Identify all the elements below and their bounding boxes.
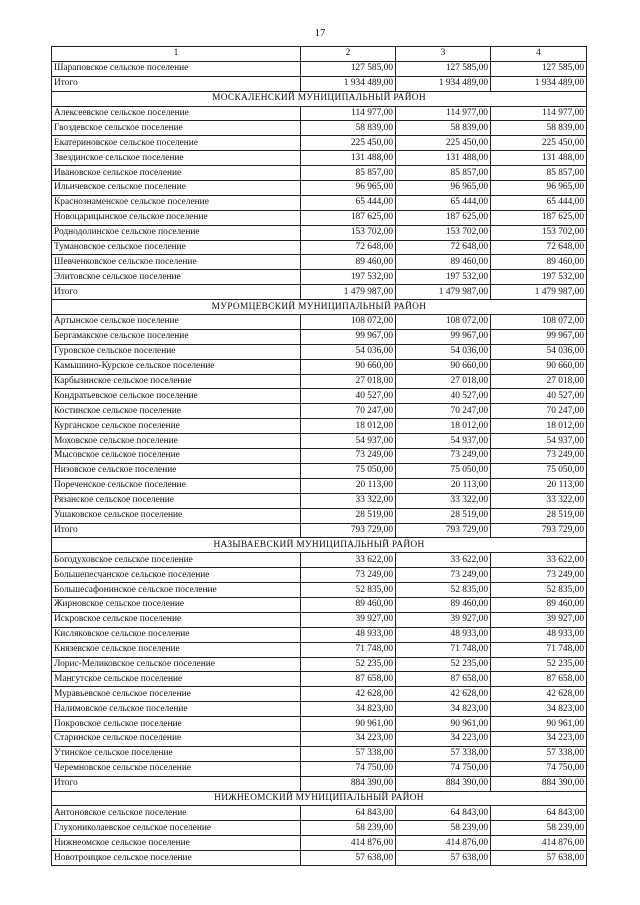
settlement-name: Большесафонинское сельское поселение (52, 583, 301, 598)
amount-cell: 85 857,00 (396, 166, 491, 181)
header-cell: 2 (301, 47, 396, 62)
amount-cell: 48 933,00 (301, 627, 396, 642)
amount-cell: 52 235,00 (396, 657, 491, 672)
settlement-name: Моховское сельское поселение (52, 434, 301, 449)
amount-cell: 52 835,00 (301, 583, 396, 598)
settlement-name: Пореченское сельское поселение (52, 478, 301, 493)
amount-cell: 40 527,00 (491, 389, 587, 404)
settlement-name: Бергамакское сельское поселение (52, 329, 301, 344)
amount-cell: 18 012,00 (396, 419, 491, 434)
amount-cell: 1 479 987,00 (301, 285, 396, 300)
settlement-name: Курганское сельское поселение (52, 419, 301, 434)
amount-cell: 153 702,00 (491, 225, 587, 240)
settlement-name: Кондратьевское сельское поселение (52, 389, 301, 404)
table-row (52, 672, 587, 687)
amount-cell: 414 876,00 (301, 836, 396, 851)
amount-cell: 33 322,00 (396, 493, 491, 508)
amount-cell: 72 648,00 (301, 240, 396, 255)
amount-cell: 65 444,00 (396, 195, 491, 210)
amount-cell: 225 450,00 (396, 136, 491, 151)
amount-cell: 793 729,00 (396, 523, 491, 538)
table-row (52, 717, 587, 732)
settlement-name: Екатериновское сельское поселение (52, 136, 301, 151)
amount-cell: 884 390,00 (301, 776, 396, 791)
table-row (52, 478, 587, 493)
settlement-name: Низовское сельское поселение (52, 463, 301, 478)
amount-cell: 74 750,00 (301, 761, 396, 776)
amount-cell: 52 235,00 (301, 657, 396, 672)
table-row (52, 508, 587, 523)
amount-cell: 1 479 987,00 (491, 285, 587, 300)
settlement-name: Гвоздевское сельское поселение (52, 121, 301, 136)
amount-cell: 89 460,00 (301, 597, 396, 612)
amount-cell: 414 876,00 (396, 836, 491, 851)
table-row (52, 627, 587, 642)
settlement-name: Гуровское сельское поселение (52, 344, 301, 359)
amount-cell: 1 934 489,00 (301, 76, 396, 91)
amount-cell: 34 823,00 (301, 702, 396, 717)
amount-cell: 57 638,00 (396, 851, 491, 866)
amount-cell: 54 036,00 (491, 344, 587, 359)
amount-cell: 52 835,00 (396, 583, 491, 598)
total-row (52, 285, 587, 300)
amount-cell: 71 748,00 (301, 642, 396, 657)
amount-cell: 127 585,00 (396, 61, 491, 76)
amount-cell: 89 460,00 (396, 597, 491, 612)
table-row (52, 702, 587, 717)
amount-cell: 27 018,00 (396, 374, 491, 389)
header-cell: 3 (396, 47, 491, 62)
table-row (52, 761, 587, 776)
amount-cell: 64 843,00 (301, 806, 396, 821)
settlement-name: Алексеевское сельское поселение (52, 106, 301, 121)
amount-cell: 884 390,00 (396, 776, 491, 791)
amount-cell: 74 750,00 (491, 761, 587, 776)
amount-cell: 414 876,00 (491, 836, 587, 851)
amount-cell: 42 628,00 (301, 687, 396, 702)
settlement-name: Звездинское сельское поселение (52, 151, 301, 166)
settlement-name: Мысовское сельское поселение (52, 449, 301, 464)
amount-cell: 40 527,00 (396, 389, 491, 404)
amount-cell: 90 961,00 (491, 717, 587, 732)
settlement-name: Богодуховское сельское поселение (52, 553, 301, 568)
amount-cell: 89 460,00 (491, 255, 587, 270)
amount-cell: 73 249,00 (301, 568, 396, 583)
settlement-name: Роднодолинское сельское поселение (52, 225, 301, 240)
amount-cell: 89 460,00 (396, 255, 491, 270)
amount-cell: 73 249,00 (396, 568, 491, 583)
table-row (52, 195, 587, 210)
table-row (52, 210, 587, 225)
amount-cell: 131 488,00 (396, 151, 491, 166)
table-row (52, 463, 587, 478)
amount-cell: 187 625,00 (301, 210, 396, 225)
amount-cell: 99 967,00 (301, 329, 396, 344)
settlement-name: Нижнеомское сельское поселение (52, 836, 301, 851)
amount-cell: 39 927,00 (491, 612, 587, 627)
amount-cell: 20 113,00 (396, 478, 491, 493)
amount-cell: 57 338,00 (491, 746, 587, 761)
amount-cell: 99 967,00 (396, 329, 491, 344)
amount-cell: 225 450,00 (301, 136, 396, 151)
amount-cell: 89 460,00 (491, 597, 587, 612)
settlement-name: Камышино-Курское сельское поселение (52, 359, 301, 374)
amount-cell: 18 012,00 (301, 419, 396, 434)
settlement-name: Большепесчанское сельское поселение (52, 568, 301, 583)
amount-cell: 42 628,00 (491, 687, 587, 702)
amount-cell: 54 036,00 (396, 344, 491, 359)
table-row (52, 225, 587, 240)
amount-cell: 74 750,00 (396, 761, 491, 776)
amount-cell: 90 660,00 (301, 359, 396, 374)
amount-cell: 58 239,00 (396, 821, 491, 836)
amount-cell: 33 622,00 (396, 553, 491, 568)
amount-cell: 87 658,00 (301, 672, 396, 687)
page-number: 17 (314, 27, 326, 39)
table-row (52, 359, 587, 374)
table-row (52, 597, 587, 612)
settlement-name: Ушаковское сельское поселение (52, 508, 301, 523)
amount-cell: 75 050,00 (491, 463, 587, 478)
total-row (52, 76, 587, 91)
amount-cell: 39 927,00 (301, 612, 396, 627)
amount-cell: 34 823,00 (491, 702, 587, 717)
settlement-name: Князевское сельское поселение (52, 642, 301, 657)
table-row (52, 806, 587, 821)
amount-cell: 28 519,00 (301, 508, 396, 523)
header-cell: 1 (52, 47, 301, 62)
amount-cell: 34 223,00 (491, 731, 587, 746)
table-row (52, 315, 587, 330)
amount-cell: 108 072,00 (301, 315, 396, 330)
settlement-name: Новотроицкое сельское поселение (52, 851, 301, 866)
amount-cell: 793 729,00 (491, 523, 587, 538)
amount-cell: 64 843,00 (491, 806, 587, 821)
table-row (52, 121, 587, 136)
settlement-name: Кисляковское сельское поселение (52, 627, 301, 642)
amount-cell: 65 444,00 (491, 195, 587, 210)
table-row (52, 687, 587, 702)
table-row (52, 255, 587, 270)
amount-cell: 33 622,00 (491, 553, 587, 568)
amount-cell: 58 839,00 (491, 121, 587, 136)
table-row (52, 329, 587, 344)
settlement-name: Искровское сельское поселение (52, 612, 301, 627)
amount-cell: 793 729,00 (301, 523, 396, 538)
amount-cell: 114 977,00 (301, 106, 396, 121)
settlement-name: Мангутское сельское поселение (52, 672, 301, 687)
header-row (52, 47, 587, 62)
total-row (52, 776, 587, 791)
amount-cell: 70 247,00 (491, 404, 587, 419)
table-row (52, 821, 587, 836)
amount-cell: 99 967,00 (491, 329, 587, 344)
table-row (52, 449, 587, 464)
amount-cell: 75 050,00 (396, 463, 491, 478)
table-row (52, 568, 587, 583)
amount-cell: 58 839,00 (301, 121, 396, 136)
amount-cell: 57 338,00 (301, 746, 396, 761)
settlement-name: Рязанское сельское поселение (52, 493, 301, 508)
amount-cell: 42 628,00 (396, 687, 491, 702)
amount-cell: 58 839,00 (396, 121, 491, 136)
settlement-name: Краснознаменское сельское поселение (52, 195, 301, 210)
section-title: НИЖНЕОМСКИЙ МУНИЦИПАЛЬНЫЙ РАЙОН (52, 791, 587, 806)
amount-cell: 187 625,00 (491, 210, 587, 225)
settlement-name: Итого (52, 523, 301, 538)
amount-cell: 87 658,00 (396, 672, 491, 687)
amount-cell: 34 223,00 (396, 731, 491, 746)
amount-cell: 48 933,00 (396, 627, 491, 642)
section-header-row (52, 300, 587, 315)
table-row (52, 344, 587, 359)
settlement-name: Антоновское сельское поселение (52, 806, 301, 821)
total-row (52, 523, 587, 538)
amount-cell: 127 585,00 (301, 61, 396, 76)
table-row (52, 612, 587, 627)
table-row (52, 583, 587, 598)
settlement-name: Покровское сельское поселение (52, 717, 301, 732)
table-row (52, 657, 587, 672)
settlement-name: Артынское сельское поселение (52, 315, 301, 330)
amount-cell: 197 532,00 (491, 270, 587, 285)
amount-cell: 72 648,00 (396, 240, 491, 255)
amount-cell: 34 223,00 (301, 731, 396, 746)
amount-cell: 27 018,00 (301, 374, 396, 389)
settlement-name: Итого (52, 285, 301, 300)
settlement-name: Муравьевское сельское поселение (52, 687, 301, 702)
amount-cell: 57 338,00 (396, 746, 491, 761)
settlement-name: Глухониколаевское сельское поселение (52, 821, 301, 836)
settlement-name: Новоцарицынское сельское поселение (52, 210, 301, 225)
amount-cell: 85 857,00 (491, 166, 587, 181)
amount-cell: 73 249,00 (396, 449, 491, 464)
amount-cell: 33 322,00 (491, 493, 587, 508)
table-row (52, 240, 587, 255)
settlement-name: Тумановское сельское поселение (52, 240, 301, 255)
amount-cell: 40 527,00 (301, 389, 396, 404)
settlement-name: Жирновское сельское поселение (52, 597, 301, 612)
amount-cell: 131 488,00 (301, 151, 396, 166)
table-row (52, 642, 587, 657)
amount-cell: 54 036,00 (301, 344, 396, 359)
amount-cell: 54 937,00 (301, 434, 396, 449)
section-title: МУРОМЦЕВСКИЙ МУНИЦИПАЛЬНЫЙ РАЙОН (52, 300, 587, 315)
table-row (52, 136, 587, 151)
amount-cell: 114 977,00 (491, 106, 587, 121)
amount-cell: 48 933,00 (491, 627, 587, 642)
amount-cell: 197 532,00 (396, 270, 491, 285)
table-row (52, 106, 587, 121)
table-row (52, 181, 587, 196)
amount-cell: 70 247,00 (301, 404, 396, 419)
amount-cell: 90 961,00 (396, 717, 491, 732)
section-title: МОСКАЛЕНСКИЙ МУНИЦИПАЛЬНЫЙ РАЙОН (52, 91, 587, 106)
amount-cell: 20 113,00 (301, 478, 396, 493)
table-row (52, 851, 587, 866)
data-table (51, 46, 587, 866)
settlement-name: Шевченковское сельское поселение (52, 255, 301, 270)
table-row (52, 404, 587, 419)
table-row (52, 270, 587, 285)
amount-cell: 33 322,00 (301, 493, 396, 508)
amount-cell: 58 239,00 (301, 821, 396, 836)
table-row (52, 434, 587, 449)
amount-cell: 114 977,00 (396, 106, 491, 121)
amount-cell: 73 249,00 (301, 449, 396, 464)
section-header-row (52, 91, 587, 106)
settlement-name: Шараповское сельское поселение (52, 61, 301, 76)
settlement-name: Лорис-Меликовское сельское поселение (52, 657, 301, 672)
amount-cell: 90 660,00 (396, 359, 491, 374)
amount-cell: 85 857,00 (301, 166, 396, 181)
amount-cell: 28 519,00 (491, 508, 587, 523)
settlement-name: Итого (52, 776, 301, 791)
settlement-name: Ильичевское сельское поселение (52, 181, 301, 196)
amount-cell: 225 450,00 (491, 136, 587, 151)
section-header-row (52, 791, 587, 806)
amount-cell: 73 249,00 (491, 568, 587, 583)
amount-cell: 33 622,00 (301, 553, 396, 568)
amount-cell: 127 585,00 (491, 61, 587, 76)
settlement-name: Утинское сельское поселение (52, 746, 301, 761)
amount-cell: 153 702,00 (301, 225, 396, 240)
amount-cell: 75 050,00 (301, 463, 396, 478)
amount-cell: 1 934 489,00 (491, 76, 587, 91)
table-row (52, 836, 587, 851)
amount-cell: 57 638,00 (491, 851, 587, 866)
table-row (52, 419, 587, 434)
amount-cell: 28 519,00 (396, 508, 491, 523)
settlement-name: Черемновское сельское поселение (52, 761, 301, 776)
amount-cell: 1 479 987,00 (396, 285, 491, 300)
amount-cell: 58 239,00 (491, 821, 587, 836)
amount-cell: 90 660,00 (491, 359, 587, 374)
amount-cell: 71 748,00 (396, 642, 491, 657)
table-row (52, 731, 587, 746)
amount-cell: 108 072,00 (491, 315, 587, 330)
section-title: НАЗЫВАЕВСКИЙ МУНИЦИПАЛЬНЫЙ РАЙОН (52, 538, 587, 553)
amount-cell: 27 018,00 (491, 374, 587, 389)
amount-cell: 57 638,00 (301, 851, 396, 866)
amount-cell: 54 937,00 (396, 434, 491, 449)
amount-cell: 90 961,00 (301, 717, 396, 732)
table-row (52, 746, 587, 761)
settlement-name: Элитовское сельское поселение (52, 270, 301, 285)
table-body (52, 47, 587, 866)
amount-cell: 131 488,00 (491, 151, 587, 166)
amount-cell: 884 390,00 (491, 776, 587, 791)
amount-cell: 96 965,00 (491, 181, 587, 196)
table-row (52, 389, 587, 404)
amount-cell: 153 702,00 (396, 225, 491, 240)
table-row (52, 553, 587, 568)
amount-cell: 187 625,00 (396, 210, 491, 225)
amount-cell: 64 843,00 (396, 806, 491, 821)
amount-cell: 70 247,00 (396, 404, 491, 419)
table-row (52, 151, 587, 166)
amount-cell: 197 532,00 (301, 270, 396, 285)
table-row (52, 374, 587, 389)
amount-cell: 65 444,00 (301, 195, 396, 210)
amount-cell: 73 249,00 (491, 449, 587, 464)
settlement-name: Костинское сельское поселение (52, 404, 301, 419)
amount-cell: 96 965,00 (396, 181, 491, 196)
header-cell: 4 (491, 47, 587, 62)
amount-cell: 108 072,00 (396, 315, 491, 330)
amount-cell: 54 937,00 (491, 434, 587, 449)
amount-cell: 87 658,00 (491, 672, 587, 687)
settlement-name: Карбызинское сельское поселение (52, 374, 301, 389)
amount-cell: 52 235,00 (491, 657, 587, 672)
amount-cell: 20 113,00 (491, 478, 587, 493)
table-row (52, 493, 587, 508)
table-row (52, 61, 587, 76)
amount-cell: 72 648,00 (491, 240, 587, 255)
amount-cell: 39 927,00 (396, 612, 491, 627)
amount-cell: 52 835,00 (491, 583, 587, 598)
table-row (52, 166, 587, 181)
settlement-name: Старинское сельское поселение (52, 731, 301, 746)
amount-cell: 18 012,00 (491, 419, 587, 434)
settlement-name: Налимовское сельское поселение (52, 702, 301, 717)
section-header-row (52, 538, 587, 553)
amount-cell: 96 965,00 (301, 181, 396, 196)
amount-cell: 71 748,00 (491, 642, 587, 657)
amount-cell: 89 460,00 (301, 255, 396, 270)
amount-cell: 1 934 489,00 (396, 76, 491, 91)
settlement-name: Ивановское сельское поселение (52, 166, 301, 181)
settlement-name: Итого (52, 76, 301, 91)
amount-cell: 34 823,00 (396, 702, 491, 717)
